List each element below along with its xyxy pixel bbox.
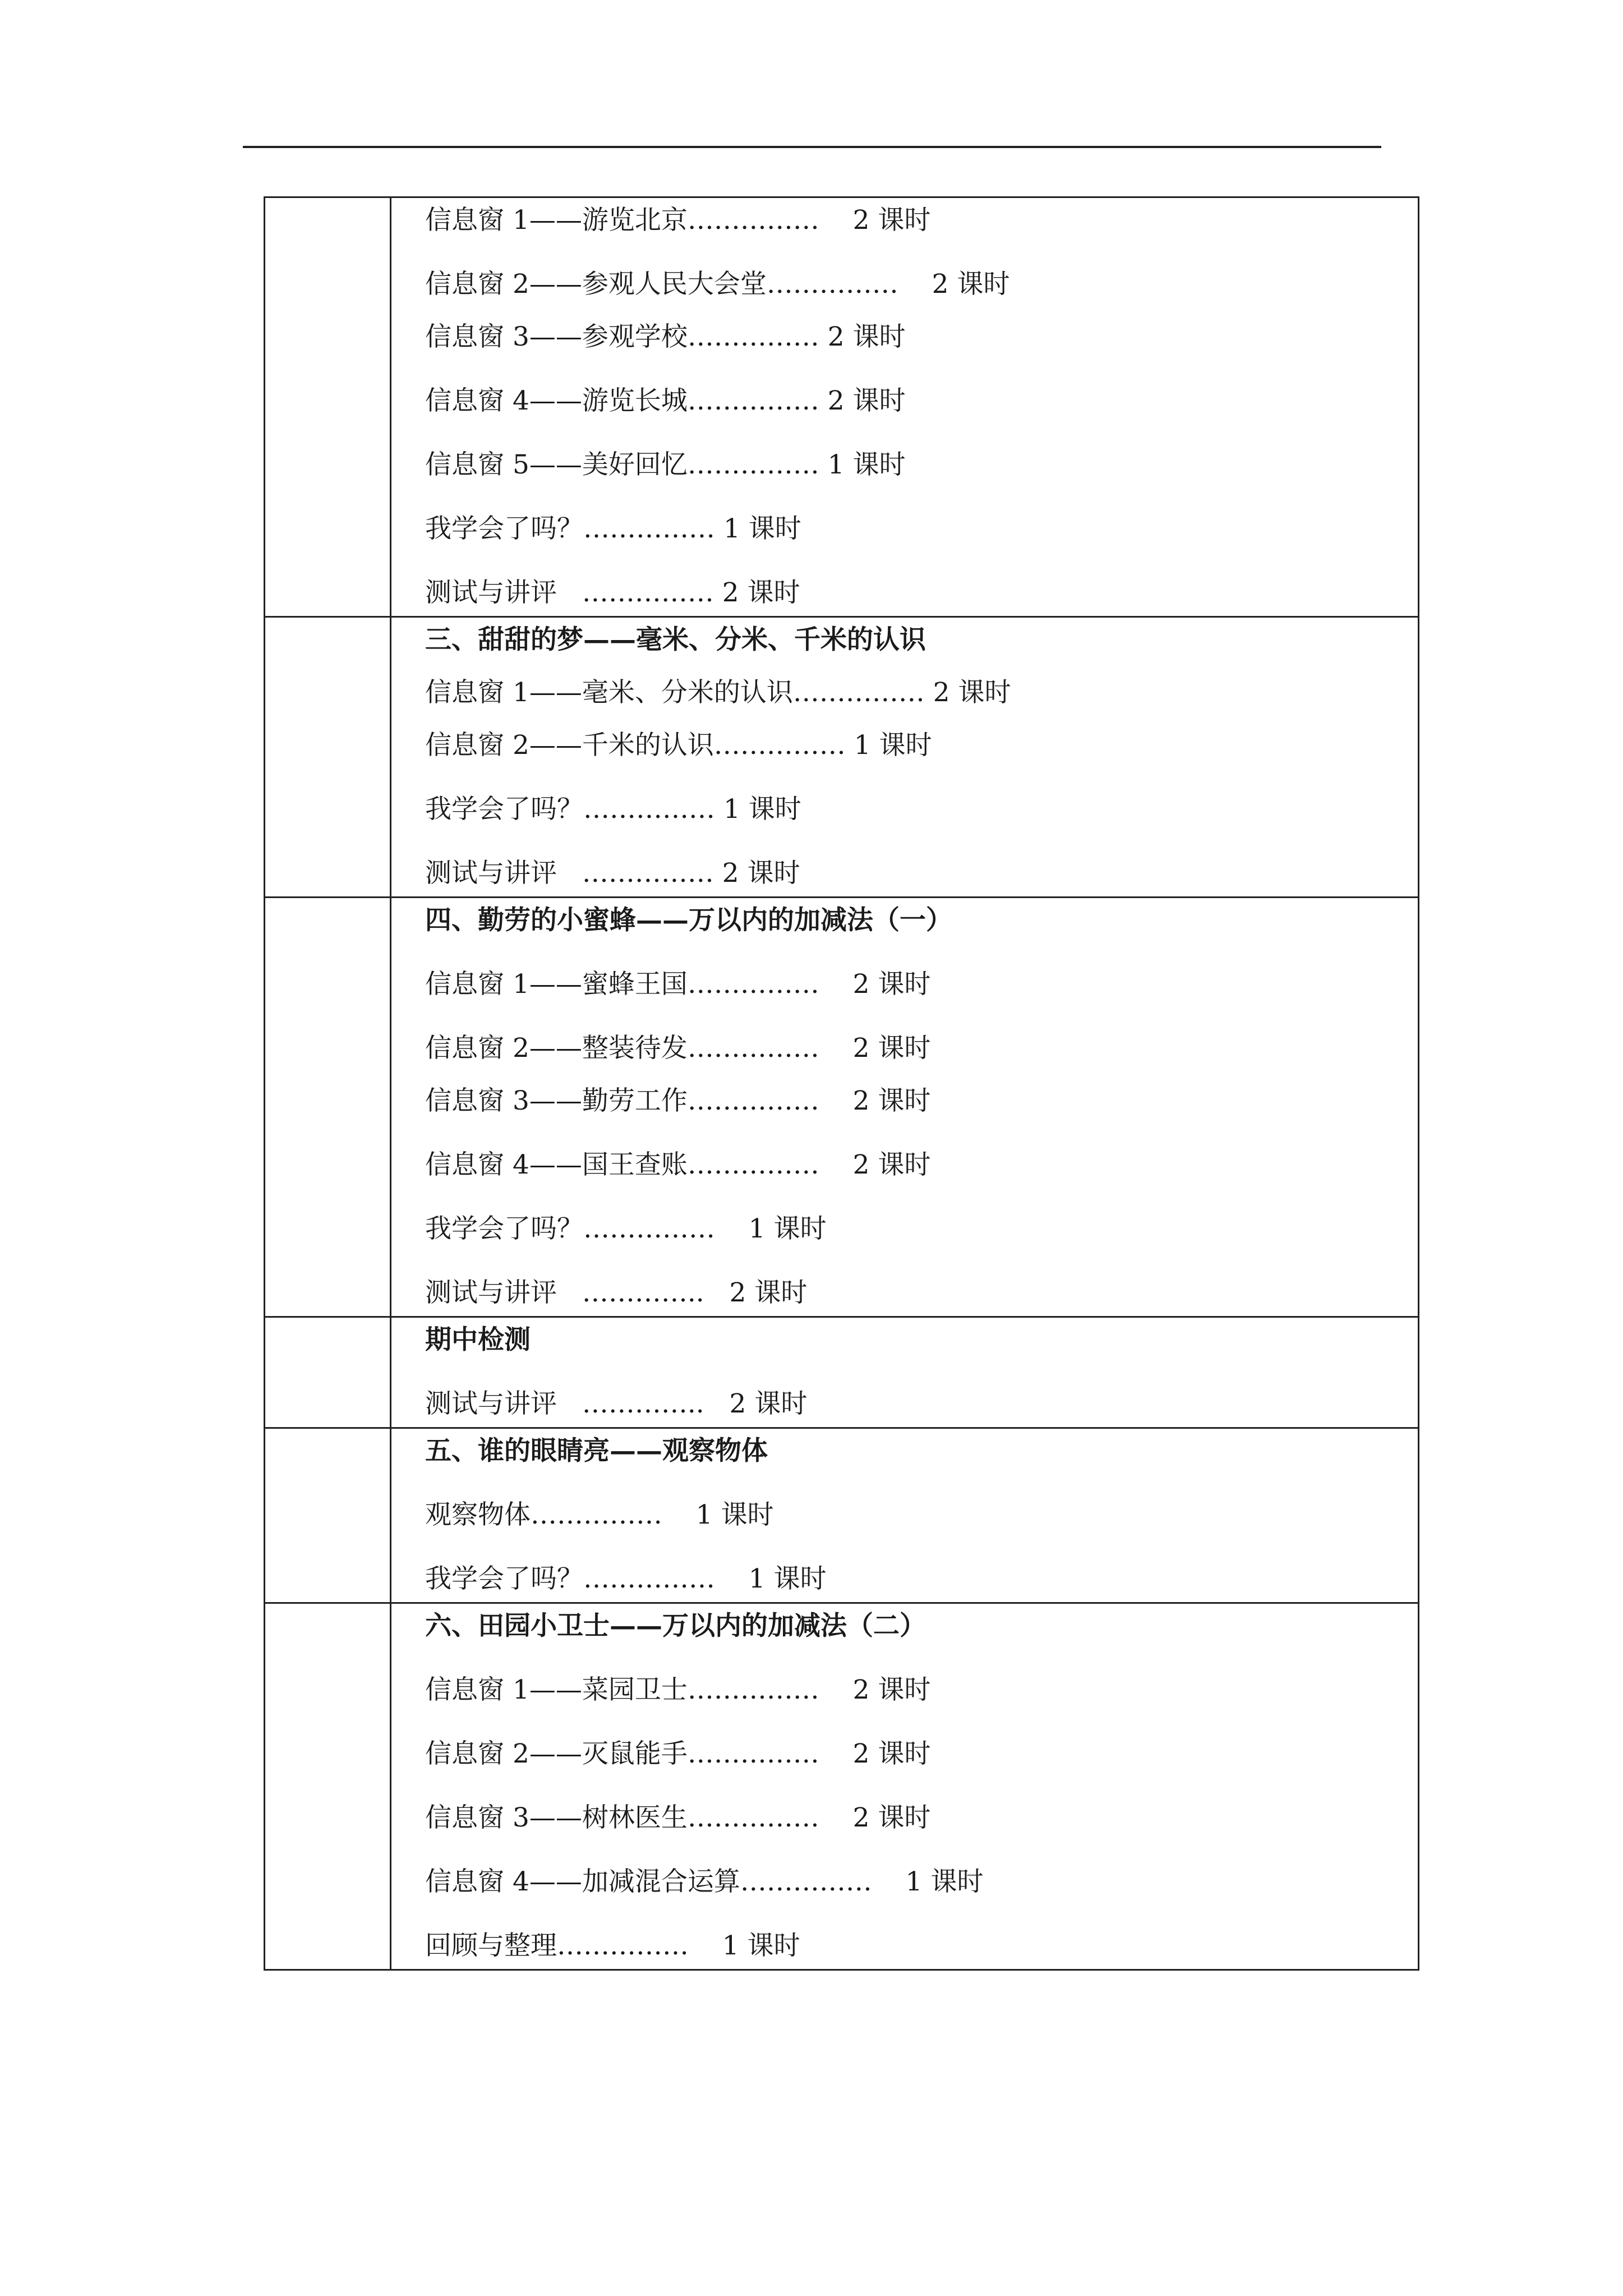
content-cell — [391, 617, 1419, 898]
lesson-line: 我学会了吗？…………… 1 课时 — [425, 1213, 827, 1244]
section-row — [265, 1428, 1419, 1603]
schedule-table-body — [265, 197, 1419, 1970]
week-cell — [265, 1603, 391, 1970]
lesson-line: 信息窗 2——整装待发…………… 2 课时 — [425, 1033, 931, 1064]
section-row — [265, 197, 1419, 617]
lesson-line: 测试与讲评 …………… 2 课时 — [425, 858, 800, 889]
week-cell — [265, 898, 391, 1317]
unit-title: 五、谁的眼睛亮——观察物体 — [425, 1435, 768, 1466]
lesson-line: 我学会了吗？…………… 1 课时 — [425, 794, 801, 825]
week-cell — [265, 197, 391, 617]
section-row — [265, 617, 1419, 898]
content-cell — [391, 898, 1419, 1317]
lesson-line: 信息窗 3——勤劳工作…………… 2 课时 — [425, 1085, 931, 1116]
lesson-line: 我学会了吗？…………… 1 课时 — [425, 513, 801, 544]
section-row — [265, 1317, 1419, 1428]
unit-title: 期中检测 — [425, 1324, 531, 1355]
week-cell — [265, 1428, 391, 1603]
week-cell — [265, 617, 391, 898]
schedule-table — [264, 196, 1419, 1971]
lesson-line: 信息窗 5——美好回忆…………… 1 课时 — [425, 449, 906, 480]
lesson-line: 信息窗 1——毫米、分米的认识…………… 2 课时 — [425, 677, 1011, 708]
lesson-line: 信息窗 2——参观人民大会堂…………… 2 课时 — [425, 269, 1010, 300]
lesson-line: 测试与讲评 ………….. 2 课时 — [425, 1388, 808, 1419]
section-row — [265, 1603, 1419, 1970]
lesson-line: 信息窗 3——参观学校…………… 2 课时 — [425, 321, 906, 352]
lesson-line: 观察物体…………… 1 课时 — [425, 1499, 774, 1530]
unit-title: 六、田园小卫士——万以内的加减法（二） — [425, 1611, 926, 1641]
lesson-line: 我学会了吗？…………… 1 课时 — [425, 1563, 827, 1594]
lesson-line: 信息窗 4——加减混合运算…………… 1 课时 — [425, 1866, 984, 1897]
content-cell — [391, 1428, 1419, 1603]
unit-title: 三、甜甜的梦——毫米、分米、千米的认识 — [425, 624, 926, 655]
section-row — [265, 898, 1419, 1317]
lesson-line: 回顾与整理…………… 1 课时 — [425, 1930, 800, 1961]
lesson-line: 信息窗 1——游览北京…………… 2 课时 — [425, 205, 931, 236]
lesson-line: 信息窗 3——树林医生…………… 2 课时 — [425, 1802, 931, 1833]
lesson-line: 信息窗 2——灭鼠能手…………… 2 课时 — [425, 1738, 931, 1769]
lesson-line: 信息窗 4——游览长城…………… 2 课时 — [425, 385, 906, 416]
lesson-line: 测试与讲评 ………….. 2 课时 — [425, 1277, 808, 1308]
unit-title: 四、勤劳的小蜜蜂——万以内的加减法（一） — [425, 905, 952, 936]
header-rule — [243, 146, 1381, 148]
content-cell — [391, 1317, 1419, 1428]
lesson-line: 测试与讲评 …………… 2 课时 — [425, 577, 800, 608]
lesson-line: 信息窗 2——千米的认识…………… 1 课时 — [425, 730, 932, 761]
week-cell — [265, 1317, 391, 1428]
lesson-line: 信息窗 1——蜜蜂王国…………… 2 课时 — [425, 969, 931, 1000]
lesson-line: 信息窗 4——国王查账…………… 2 课时 — [425, 1149, 931, 1180]
content-cell — [391, 1603, 1419, 1970]
content-cell — [391, 197, 1419, 617]
lesson-line: 信息窗 1——菜园卫士…………… 2 课时 — [425, 1674, 931, 1705]
